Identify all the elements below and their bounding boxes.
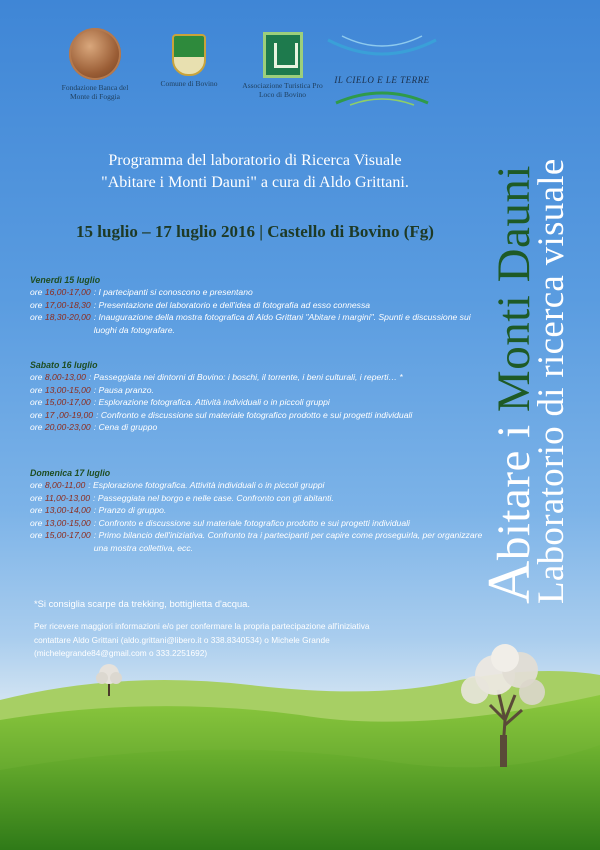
header-line-1: Programma del laboratorio di Ricerca Visuale (108, 152, 402, 169)
schedule-entry (30, 492, 490, 505)
entry-hours: 13,00-15,00 (44, 384, 91, 395)
coin-seal-icon (69, 28, 121, 80)
entry-time (30, 479, 85, 492)
entry-prefix: ore (30, 299, 45, 310)
sky-earth-arcs-icon (322, 30, 442, 70)
schedule-entry (30, 396, 490, 409)
entry-hours: 8,00-13,00 (44, 372, 86, 382)
day-block-saturday (30, 360, 490, 434)
vertical-subtitle: Laboratorio di ricerca visuale (531, 158, 572, 604)
entry-hours: 20,00-23,00 (44, 422, 91, 433)
entry-prefix: ore (30, 530, 45, 541)
entry-prefix: ore (30, 517, 45, 528)
schedule-entry (30, 409, 490, 422)
day-title: Venerdì 15 luglio (30, 275, 101, 285)
fondazione-logo (55, 28, 135, 101)
entry-description: : Passeggiata nei dintorni di Bovino: i boschi, il torrente, i beni culturali, i reperti… * (88, 372, 403, 382)
entry-hours: 15,00-17,00 (44, 397, 91, 408)
earth-arcs-icon (322, 85, 442, 107)
entry-description: : Confronto e discussione sul materiale fotografico prodotto e sui progetti individuali (93, 517, 410, 528)
entry-hours: 15,00-17,00 (44, 530, 91, 541)
entry-prefix: ore (30, 287, 45, 297)
entry-prefix: ore (30, 505, 45, 516)
day-title: Domenica 17 luglio (30, 468, 111, 478)
entry-time (30, 299, 91, 312)
entry-time (30, 409, 93, 422)
entry-prefix: ore (30, 422, 45, 433)
entry-time (30, 421, 91, 434)
cielo-caption: IL CIELO E LE TERRE (334, 75, 430, 85)
entry-hours: 17 ,00-19,00 (44, 409, 94, 420)
entry-hours: 17,00-18,30 (44, 299, 91, 310)
comune-caption: Comune di Bovino (160, 79, 218, 88)
entry-prefix: ore (30, 384, 45, 395)
entry-description: : Cena di gruppo (93, 422, 158, 433)
entry-hours: 13,00-15,00 (44, 517, 91, 528)
entry-time (30, 371, 86, 384)
schedule-entry (30, 529, 490, 554)
entry-description: : Passeggiata nel borgo e nelle case. Confronto con gli abitanti. (93, 492, 334, 503)
fondazione-caption: Fondazione Banca del Monte di Foggia (61, 83, 129, 101)
entry-description: : Primo bilancio dell'iniziativa. Confronto tra i partecipanti per capire come proseguirla, per organizzare una mostra collettiva, ecc. (93, 530, 483, 553)
entry-prefix: ore (30, 409, 45, 420)
entry-time (30, 286, 91, 299)
title-initial: A (476, 560, 542, 604)
schedule-entry (30, 504, 490, 517)
entry-description: : Confronto e discussione sul materiale fotografico prodotto e sui progetti individuali (96, 409, 413, 420)
entry-time (30, 311, 91, 336)
entry-hours: 18,30-20,00 (44, 312, 91, 323)
entry-hours: 13,00-14,00 (44, 505, 91, 516)
day-block-friday (30, 275, 490, 336)
schedule-entry (30, 286, 490, 299)
event-dates: 15 luglio – 17 luglio 2016 | Castello di Bovino (Fg) (76, 222, 434, 241)
entry-prefix: ore (30, 312, 45, 323)
entry-description: : Pausa pranzo. (93, 384, 154, 395)
entry-hours: 11,00-13,00 (44, 492, 91, 503)
entry-description: : Presentazione del laboratorio e dell'idea di fotografia ad esso connessa (93, 299, 371, 310)
title-part-2: Monti Dauni (488, 165, 540, 413)
schedule-entry (30, 517, 490, 530)
title-part-1: bitare i (488, 412, 540, 561)
contact-info: Per ricevere maggiori informazioni e/o per confermare la propria partecipazione all'iniziativa contattare Aldo Grittani (aldo.grittani@libero.it o 338.8340534) o Michele Grande (michelegrande84@gmail.com o 333.2251692) (34, 621, 370, 658)
entry-hours: 16,00-17,00 (44, 287, 91, 297)
entry-time (30, 396, 91, 409)
entry-hours: 8,00-11,00 (44, 480, 86, 490)
entry-time (30, 492, 90, 505)
entry-time (30, 384, 91, 397)
schedule-entry (30, 421, 490, 434)
schedule-entry (30, 311, 490, 336)
schedule-entry (30, 479, 490, 492)
proloco-emblem-icon (263, 32, 303, 78)
program-header (0, 150, 510, 193)
entry-description: : Esplorazione fotografica. Attività individuali o in piccoli gruppi (88, 480, 325, 490)
proloco-logo (240, 28, 325, 99)
cielo-e-terre-logo (322, 30, 442, 112)
entry-prefix: ore (30, 480, 45, 490)
entry-prefix: ore (30, 372, 45, 382)
entry-description: : I partecipanti si conoscono e presentano (93, 287, 253, 297)
entry-time (30, 504, 91, 517)
green-hills-landscape (0, 640, 600, 850)
day-title: Sabato 16 luglio (30, 360, 98, 370)
schedule-entry (30, 371, 490, 384)
entry-time (30, 529, 91, 554)
schedule-entry (30, 299, 490, 312)
proloco-caption: Associazione Turistica Pro Loco di Bovino (242, 81, 323, 99)
entry-description: : Pranzo di gruppo. (93, 505, 167, 516)
entry-prefix: ore (30, 397, 45, 408)
comune-logo (155, 28, 223, 89)
trekking-note: *Si consiglia scarpe da trekking, bottiglietta d'acqua. (34, 598, 250, 609)
entry-prefix: ore (30, 492, 45, 503)
entry-description: : Esplorazione fotografica. Attività individuali o in piccoli gruppi (93, 397, 330, 408)
entry-time (30, 517, 91, 530)
header-line-2: "Abitare i Monti Dauni" a cura di Aldo Grittani. (101, 173, 409, 191)
entry-description: : Inaugurazione della mostra fotografica di Aldo Grittani "Abitare i margini". Spunti e discussione sui luoghi da fotografare. (93, 312, 471, 335)
schedule-entry (30, 384, 490, 397)
day-block-sunday (30, 468, 490, 555)
coat-of-arms-icon (172, 34, 206, 76)
